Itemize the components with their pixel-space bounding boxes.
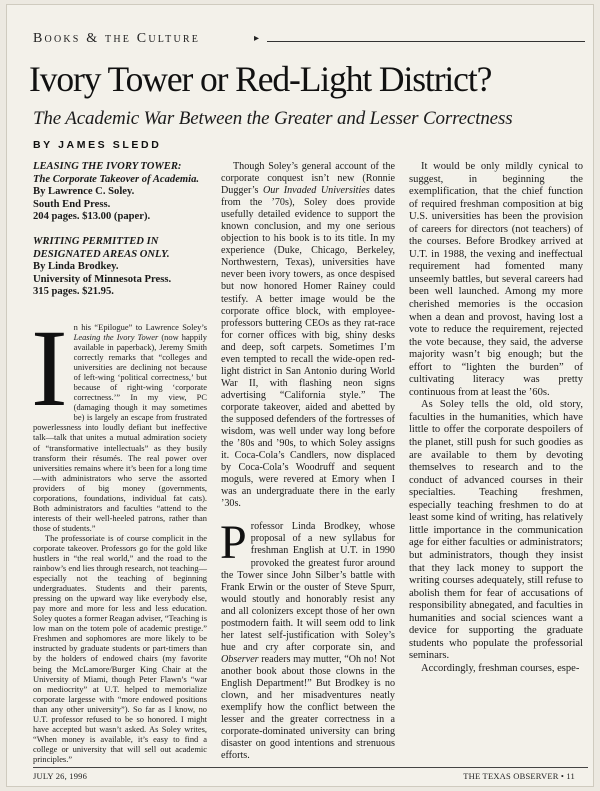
paragraph <box>31 306 207 533</box>
paragraph <box>220 516 395 762</box>
paragraph: As Soley tells the old, old story, faculties in the humanities, which have little to offer the corporate despoilers of the planet, still push for such goodies as are available to them by devoting themselves to research and to the conduct of advanced courses in their specialties. Teaching freshmen, especially teaching freshmen to do at least some kind of writing, has relatively little importance in the communication age for either faculties or administrators; but administrators, though they insist that they lack money to support the writing courses adequately, still refuse to abolish them for fear of accusations of responsibility abnegated, and faculties in humanities and social sciences want a device for supporting the graduate students who populate the professorial seminars. <box>409 399 583 662</box>
book-title-line: LEASING THE IVORY TOWER: <box>33 161 182 172</box>
footer-rule <box>33 767 588 768</box>
text: rofessor Linda Brodkey, whose proposal of a new syllabus for freshman English at U.T. in 1990 provoked the greatest furor around the Tower since John Silber’s battle with Frank Erwin or the ouster of Steve Spurr, would stoutly and honorably resist any and all colonizers except those of her own postmodern faith. It will seem odd to link her latest self-justification with Soley’s hue and cry after corporate sin, and <box>221 521 395 653</box>
text: dates from the ’70s), Soley does provide usefully detailed evidence to support the known conclusion, and my one serious objection to his book is to its title. In my experience (Duke, Chicago, Berkeley, Northwestern, Texas), universities have never been ivory towers, as once despised but now honored Homer Rainey could testify. A better image would be the corporate office block, with employee-professors buttering CEOs as they rat-race for corner offices with big, shiny desks and deep, soft carpets. Sometimes I’m even tempted to recall the wide-open red-light district in San Antonio during World War II, with flashing neon signs advertising “California style.” The corporate takeover, aided and abetted by the supposed defenders of the fortresses of wisdom, was well under way long before the ’80s and ’90s, to which Soley assigns it. Coca-Cola’s Candlers, now displaced by Coca-Cola’s Woodruff and sequent moguls, were revered at Emory when I was an undergraduate there in the early ’30s. <box>221 185 395 510</box>
text: (now happily available in paperback), Jeremy Smith correctly remarks that “colleges and universities are declining not because of left-wing ‘political correctness,’ but because of right-wing ‘corporate correctness.’” In my view, PC (damaging though it may sometimes be) is largely an escape from frustrated powerlessness into loudly defiant but ineffective talk—talk that unites a mutual admiration society of “transformative intellectuals” as they busily transform their résumés. The real power over universities remains where it’s been for a long time—with administrators who serve the assorted providers of big money (governments, corporations, foundations, individual fat cats). Both administrators and faculties “attend to the interests of their well-heeled patrons, rather than those of students.” <box>33 331 207 533</box>
column-1 <box>33 161 207 764</box>
magazine-page <box>6 4 594 787</box>
book-listing <box>33 161 207 224</box>
text: Though Soley’s general account of the corporate conquest isn’t new (Ronnie Dugger’s <box>221 161 395 197</box>
book-title-ref: Leasing the Ivory Tower <box>73 331 159 342</box>
column-2 <box>221 161 395 762</box>
paragraph <box>221 161 395 510</box>
deck: The Academic War Between the Greater and Lesser Correctness <box>33 108 513 129</box>
book-details: 315 pages. $21.95. <box>33 286 114 298</box>
book-title-ref: Our Invaded Universities <box>262 185 370 197</box>
paragraph: The professoriate is of course complicit in the corporate takeover. Professors go for the gold like hustlers in “the real world,” and the road to the rainbow’s end lies through research, not teaching—especially not the teaching of beginning undergraduates. Students and their parents, pressing on the upward way like everybody else, pay more and more for less and less education. Soley quotes a former Reagan adviser, “Teaching is low man on the totem pole of academic prestige.” Freshmen and sophomores are more likely to be instructed by graduate students or part-timers than by the holders of endowed chairs (my favorite being the McLamore/Burger King Chair at the University of Miami, though Peter Flawn’s “war on mediocrity” at U.T. helped to memorialize corporate largesse with “more endowed positions than any other university”). So far as I know, no U.T. professor refused to be so honored. I might have accepted but wasn’t asked. As Soley writes, “When money is available, it’s easy to find a college or university that will sell out academic principles.” <box>33 532 208 764</box>
publication-ref: Observer <box>221 653 259 665</box>
column-3 <box>409 161 583 675</box>
drop-cap: P <box>220 516 247 570</box>
arrow-icon: ▸ <box>254 33 260 44</box>
book-publisher: South End Press. <box>33 198 111 210</box>
section-rule <box>267 41 585 42</box>
text: n his “Epilogue” to Lawrence Soley’s <box>73 321 207 332</box>
footer-page: THE TEXAS OBSERVER • 11 <box>463 771 575 781</box>
headline: Ivory Tower or Red-Light District? <box>29 59 492 99</box>
paragraph: It would be only mildly cynical to suggest, in beginning the exemplification, that the chief function of required freshman composition at big U.S. universities has been the provision of careers for directors (not teachers) of the courses. Before Brodkey arrived at U.T. in 1988, the vexing and ineffectual requirement had fomented many unseemly battles, but several careers had been well launched. Among my more cherished memories is the occasion when a dean and provost, having lost a vote to reduce the requirement, rejected the vote because, they said, the adverse majority wasn’t big enough; but the effort to “lighten the burden” of cultivating literacy was pretty continuous from at least the ’60s. <box>409 161 583 398</box>
byline: BY JAMES SLEDD <box>33 139 162 151</box>
book-author: By Lawrence C. Soley. <box>33 186 135 198</box>
book-author: By Linda Brodkey. <box>33 261 119 273</box>
paragraph: Accordingly, freshman courses, espe- <box>421 662 580 674</box>
section-header <box>33 31 588 51</box>
book-publisher: University of Minnesota Press. <box>33 273 172 285</box>
text: readers may mutter, “Oh no! Not another book about those clowns in the English Department!” But Brodkey is no clown, and her misadventures neatly exemplify how the conflict between the lesser and the greater correctness in a corporate-dominated university can bring disaster on good intentions and strenuous efforts. <box>221 653 395 762</box>
book-title-line: The Corporate Takeover of Academia. <box>33 173 200 185</box>
book-title-line: DESIGNATED AREAS ONLY. <box>33 248 170 260</box>
book-details: 204 pages. $13.00 (paper). <box>33 211 151 223</box>
book-listing <box>33 236 207 299</box>
section-label: Books & the Culture <box>33 31 201 46</box>
book-title-line: WRITING PERMITTED IN <box>33 235 159 247</box>
drop-cap: I <box>31 306 68 429</box>
footer-date: JULY 26, 1996 <box>33 771 88 781</box>
